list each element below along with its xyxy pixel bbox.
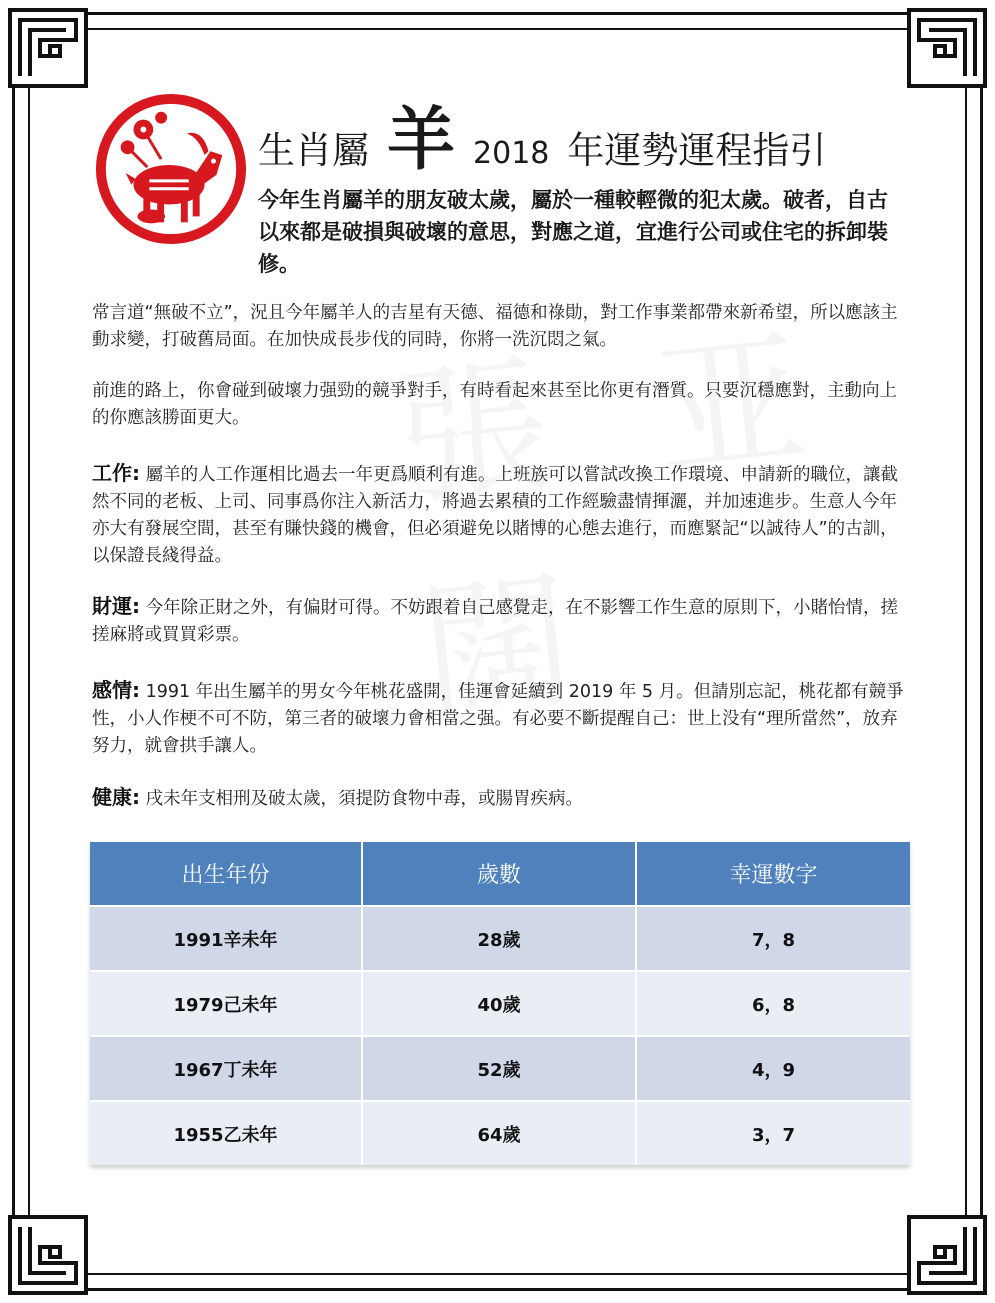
lucky-number-table xyxy=(90,842,910,1165)
table-cell: 40歲 xyxy=(363,972,637,1035)
section-text: 屬羊的人工作運相比過去一年更爲順利有進。上班族可以嘗試改換工作環境、申請新的職位，讓截然不同的老板、上司、同事爲你注入新活力，將過去累積的工作經驗盡情揮灑，并加速進步。生意人今年亦大有發展空間，甚至有賺快錢的機會，但必須避免以賭博的心態去進行，而應緊記“以誠待人”的古訓，以保證長綫得益。 xyxy=(92,465,899,566)
section-text: 戌未年支相刑及破太歲，須提防食物中毒，或腸胃疾病。 xyxy=(140,789,584,809)
table-cell: 64歲 xyxy=(363,1102,637,1165)
section-label: 工作: xyxy=(92,461,140,485)
section-work xyxy=(92,460,912,570)
table-row xyxy=(90,970,910,1035)
section-wealth xyxy=(92,593,912,649)
fret-corner-icon xyxy=(905,1213,989,1297)
table-row xyxy=(90,905,910,970)
table-header-row xyxy=(90,842,910,905)
section-label: 財運: xyxy=(92,594,140,618)
table-cell: 52歲 xyxy=(363,1037,637,1100)
table-header-cell: 幸運數字 xyxy=(729,863,818,888)
table-row xyxy=(90,1035,910,1100)
table-cell: 1967丁未年 xyxy=(90,1037,363,1100)
section-label: 健康: xyxy=(92,785,140,809)
table-header-cell: 出生年份 xyxy=(90,842,363,905)
table-header-cell: 歲數 xyxy=(363,842,637,905)
section-label: 感情: xyxy=(92,678,140,702)
table-cell: 1955乙未年 xyxy=(90,1102,363,1165)
fret-corner-icon xyxy=(6,6,90,90)
paragraph: 前進的路上，你會碰到破壞力强勁的競爭對手，有時看起來甚至比你更有潛質。只要沉穩應對，主動向上的你應該勝面更大。 xyxy=(92,381,897,428)
title-prefix: 生肖屬 xyxy=(258,129,369,172)
section-love xyxy=(92,677,912,760)
section-health xyxy=(92,784,912,813)
title-suffix: 年運勢運程指引 xyxy=(567,129,827,172)
paragraph: 常言道“無破不立”，況且今年屬羊人的吉星有天德、福德和祿勛，對工作事業都帶來新希望，所以應該主動求變，打破舊局面。在加快成長步伐的同時，你將一洗沉悶之氣。 xyxy=(92,303,898,350)
table-cell: 6，8 xyxy=(751,994,796,1016)
section-text: 今年除正財之外，有偏財可得。不妨跟着自己感覺走，在不影響工作生意的原則下，小賭怡情，搓搓麻將或買買彩票。 xyxy=(92,598,899,645)
table-cell: 1991辛未年 xyxy=(90,907,363,970)
title-zodiac-char: 羊 xyxy=(387,101,456,180)
table-cell: 4，9 xyxy=(751,1059,796,1081)
table-cell: 3，7 xyxy=(751,1124,796,1146)
table-row xyxy=(90,1100,910,1165)
table-cell: 1979己未年 xyxy=(90,972,363,1035)
fret-corner-icon xyxy=(6,1213,90,1297)
table-cell: 28歲 xyxy=(363,907,637,970)
fret-corner-icon xyxy=(905,6,989,90)
section-text: 1991 年出生屬羊的男女今年桃花盛開，佳運會延續到 2019 年 5 月。但請別忘記，桃花都有競爭性，小人作梗不可不防，第三者的破壞力會相當之强。有必要不斷提醒自己：世上没有“理所當然”，放弃努力，就會拱手讓人。 xyxy=(92,682,904,756)
page-title xyxy=(258,86,918,180)
goat-papercut-icon xyxy=(92,90,250,248)
table-cell: 7，8 xyxy=(751,929,796,951)
intro-text: 今年生肖屬羊的朋友破太歲，屬於一種較輕微的犯太歲。破者，自古以來都是破損與破壞的意思，對應之道，宜進行公司或住宅的拆卸裝修。 xyxy=(258,188,888,276)
title-year: 2018 xyxy=(473,136,550,171)
